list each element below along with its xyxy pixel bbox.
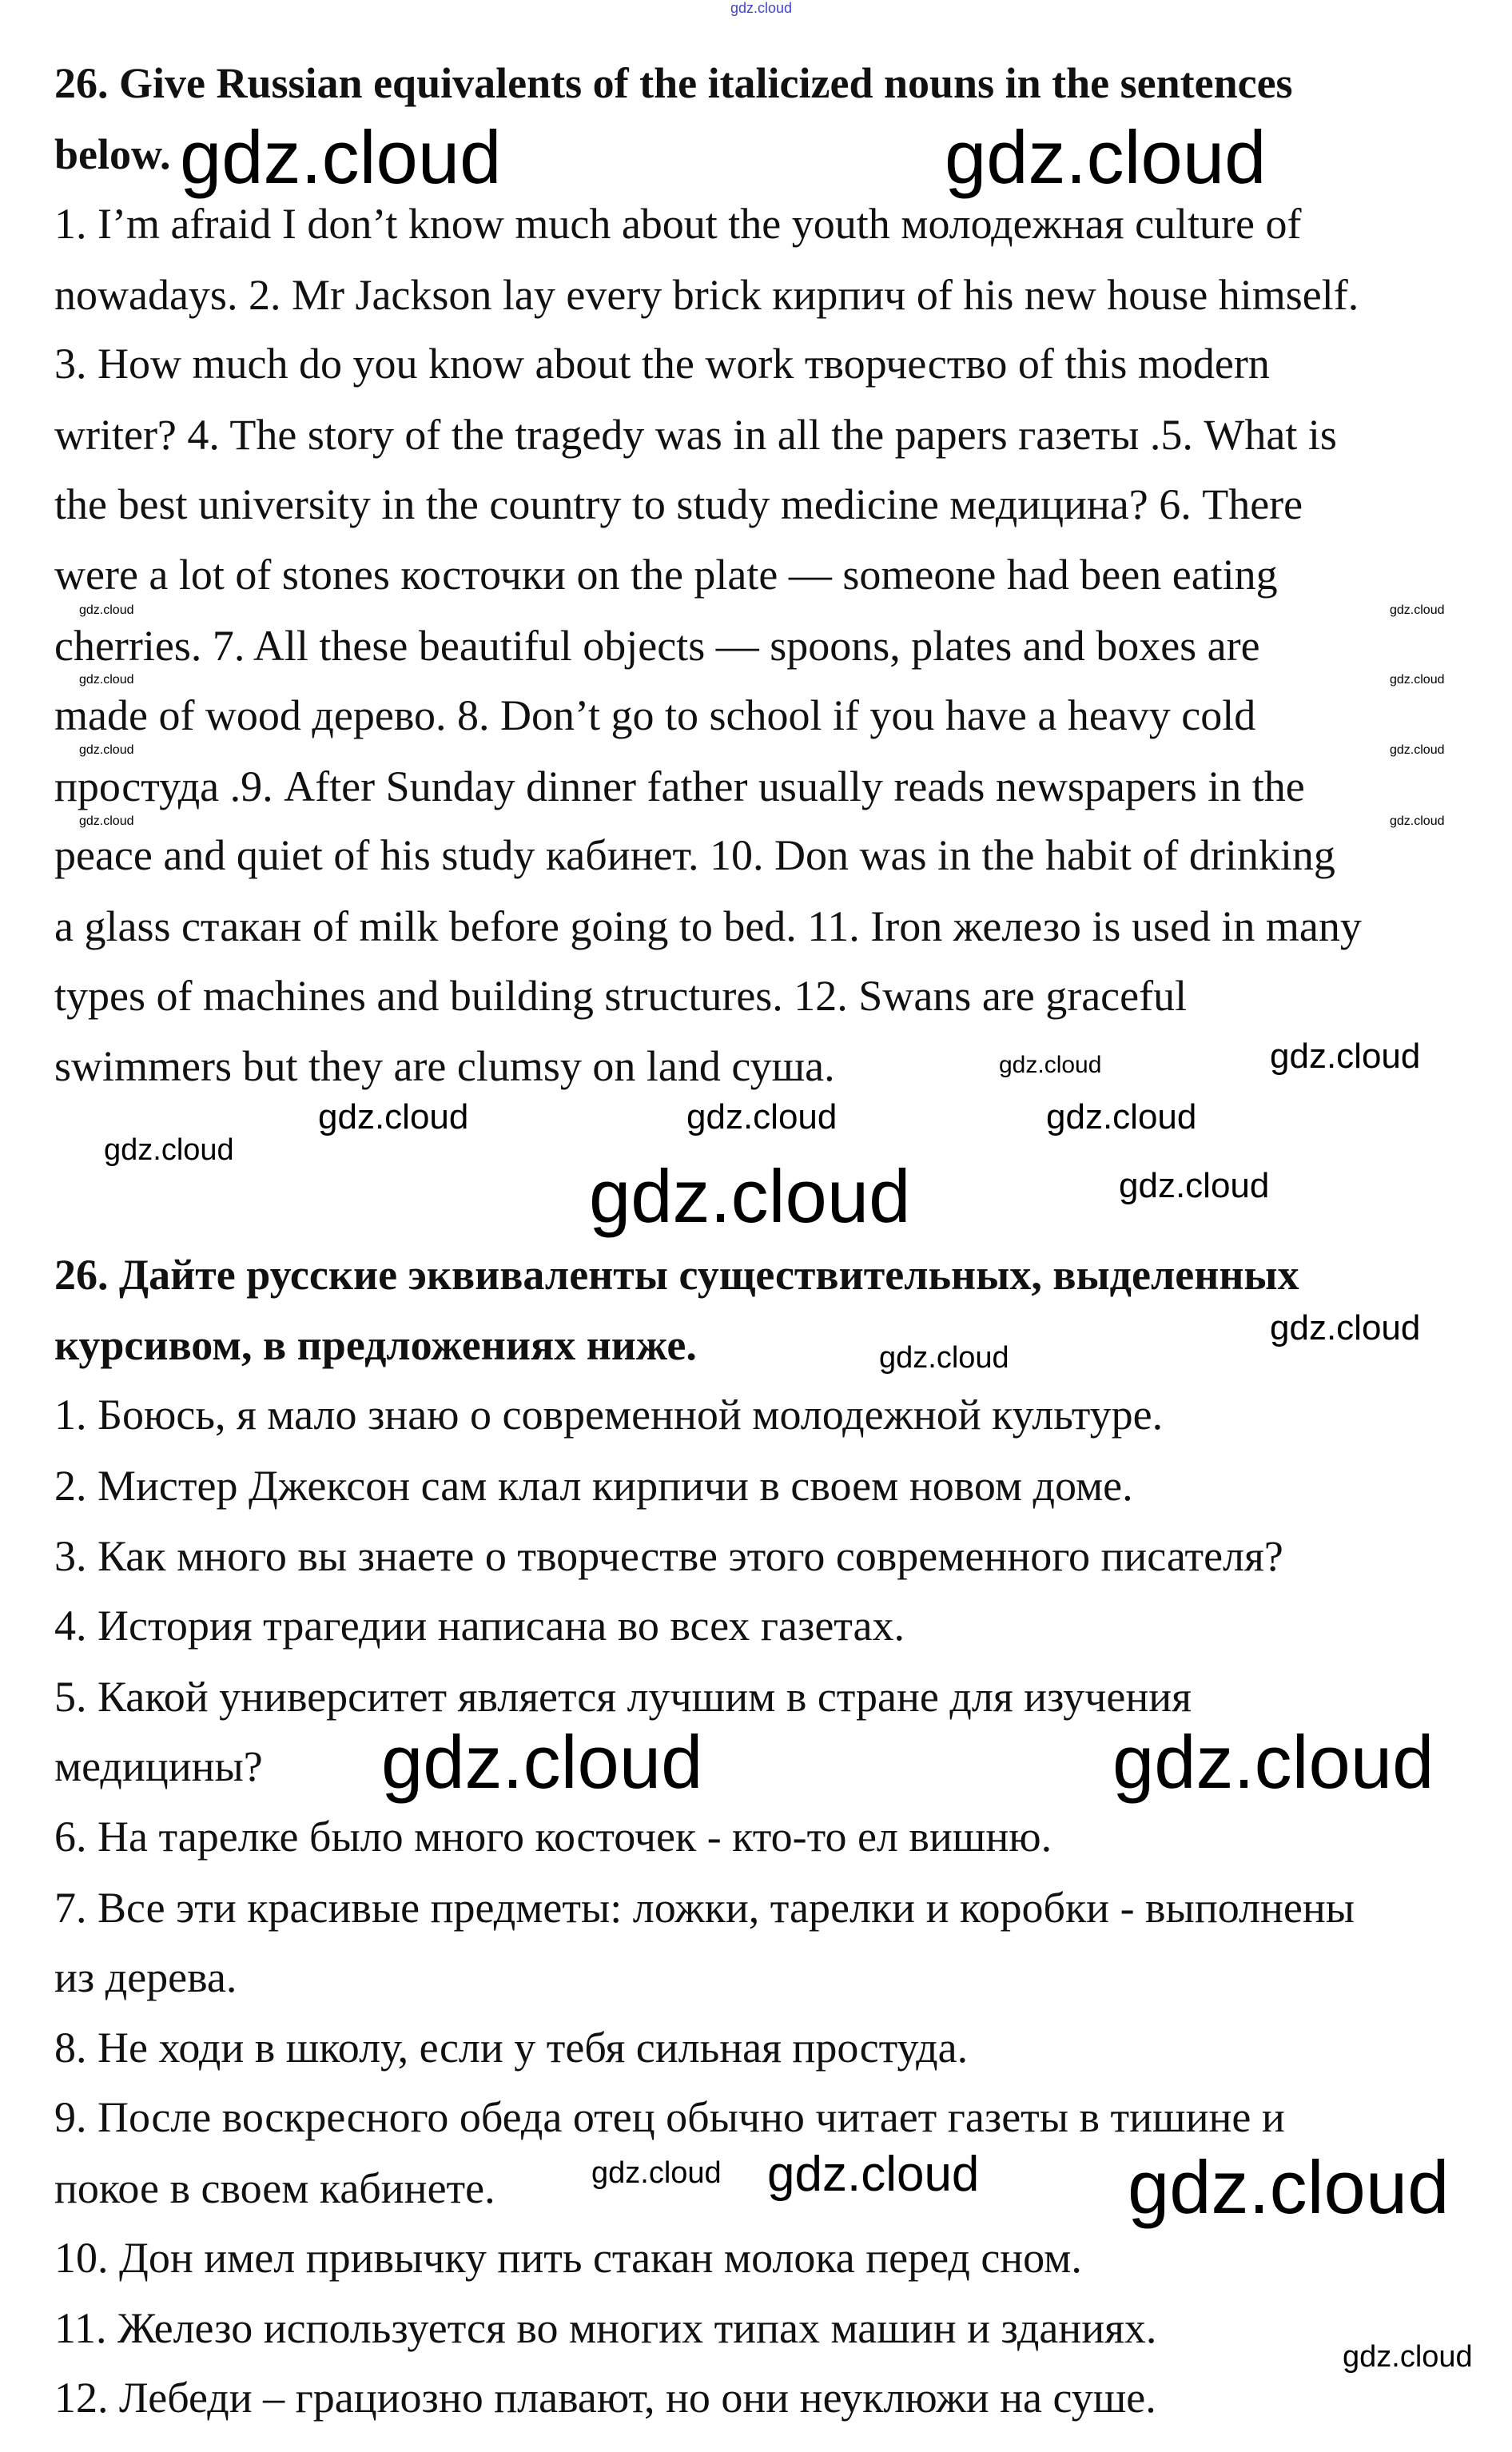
watermark: gdz.cloud — [1046, 1097, 1197, 1136]
russian-text-line: 10. Дон имел привычку пить стакан молока перед сном. — [54, 2234, 1082, 2282]
russian-text-line: 12. Лебеди – грациозно плавают, но они неуклюжи на суше. — [54, 2374, 1156, 2422]
watermark: gdz.cloud — [1390, 814, 1445, 828]
watermark: gdz.cloud — [879, 1341, 1009, 1375]
watermark: gdz.cloud — [589, 1154, 911, 1238]
russian-text-line: 3. Как много вы знаете о творчестве этого современного писателя? — [54, 1532, 1283, 1580]
english-text-line: made of wood дерево. 8. Don’t go to school if you have a heavy cold — [54, 691, 1256, 739]
russian-text-line: 9. После воскресного обеда отец обычно читает газеты в тишине и — [54, 2093, 1285, 2141]
watermark: gdz.cloud — [104, 1133, 234, 1167]
watermark: gdz.cloud — [1390, 673, 1445, 687]
russian-text-line: 8. Не ходи в школу, если у тебя сильная простуда. — [54, 2024, 969, 2072]
russian-text-line: 5. Какой университет является лучшим в стране для изучения — [54, 1673, 1192, 1721]
watermark: gdz.cloud — [79, 743, 134, 757]
english-text-line: 1. I’m afraid I don’t know much about the youth молодежная culture of — [54, 200, 1302, 248]
watermark: gdz.cloud — [381, 1720, 703, 1804]
russian-text-line: медицины? — [54, 1742, 263, 1790]
english-text-line: a glass стакан of milk before going to bed. 11. Iron железо is used in many — [54, 902, 1362, 950]
english-text-line: were a lot of stones косточки on the plate — someone had been eating — [54, 551, 1278, 599]
watermark: gdz.cloud — [79, 814, 134, 828]
watermark: gdz.cloud — [999, 1052, 1102, 1078]
english-text-line: peace and quiet of his study кабинет. 10. Don was in the habit of drinking — [54, 831, 1335, 879]
watermark: gdz.cloud — [1112, 1720, 1434, 1804]
russian-text-line: 2. Мистер Джексон сам клал кирпичи в своем новом доме. — [54, 1462, 1133, 1510]
english-text-line: cherries. 7. All these beautiful objects — spoons, plates and boxes are — [54, 622, 1260, 670]
english-heading-line-2: below. — [54, 130, 171, 178]
watermark: gdz.cloud — [945, 115, 1267, 199]
russian-heading-line-1: 26. Дайте русские эквиваленты существительных, выделенных — [54, 1251, 1299, 1299]
watermark: gdz.cloud — [767, 2147, 980, 2202]
watermark: gdz.cloud — [180, 115, 502, 199]
english-text-line: swimmers but they are clumsy on land суша. — [54, 1042, 835, 1090]
russian-text-line: 4. История трагедии написана во всех газетах. — [54, 1602, 905, 1650]
watermark: gdz.cloud — [79, 673, 134, 687]
russian-text-line: покое в своем кабинете. — [54, 2164, 495, 2212]
russian-text-line: 7. Все эти красивые предметы: ложки, тарелки и коробки - выполнены — [54, 1884, 1355, 1932]
english-text-line: nowadays. 2. Mr Jackson lay every brick кирпич of his new house himself. — [54, 271, 1359, 319]
watermark: gdz.cloud — [1119, 1166, 1270, 1205]
watermark: gdz.cloud — [1343, 2340, 1473, 2374]
watermark: gdz.cloud — [686, 1097, 838, 1136]
watermark: gdz.cloud — [1390, 743, 1445, 757]
russian-text-line: 1. Боюсь, я мало знаю о современной молодежной культуре. — [54, 1391, 1164, 1439]
english-text-line: types of machines and building structures. 12. Swans are graceful — [54, 972, 1188, 1020]
english-heading-line-1: 26. Give Russian equivalents of the italicized nouns in the sentences — [54, 59, 1293, 107]
watermark: gdz.cloud — [1390, 603, 1445, 617]
watermark: gdz.cloud — [591, 2156, 722, 2190]
english-text-line: writer? 4. The story of the tragedy was in all the papers газеты .5. What is — [54, 411, 1337, 459]
english-text-line: простуда .9. After Sunday dinner father usually reads newspapers in the — [54, 762, 1305, 810]
watermark: gdz.cloud — [1270, 1037, 1421, 1076]
watermark: gdz.cloud — [1128, 2145, 1450, 2229]
watermark: gdz.cloud — [730, 0, 793, 16]
russian-text-line: из дерева. — [54, 1953, 237, 2001]
russian-heading-line-2: курсивом, в предложениях ниже. — [54, 1321, 697, 1369]
watermark: gdz.cloud — [1270, 1308, 1421, 1347]
english-text-line: the best university in the country to study medicine медицина? 6. There — [54, 480, 1303, 528]
russian-text-line: 11. Железо используется во многих типах машин и зданиях. — [54, 2304, 1157, 2352]
english-text-line: 3. How much do you know about the work творчество of this modern — [54, 340, 1270, 388]
watermark: gdz.cloud — [79, 603, 134, 617]
watermark: gdz.cloud — [318, 1097, 469, 1136]
russian-text-line: 6. На тарелке было много косточек - кто-то ел вишню. — [54, 1813, 1052, 1861]
